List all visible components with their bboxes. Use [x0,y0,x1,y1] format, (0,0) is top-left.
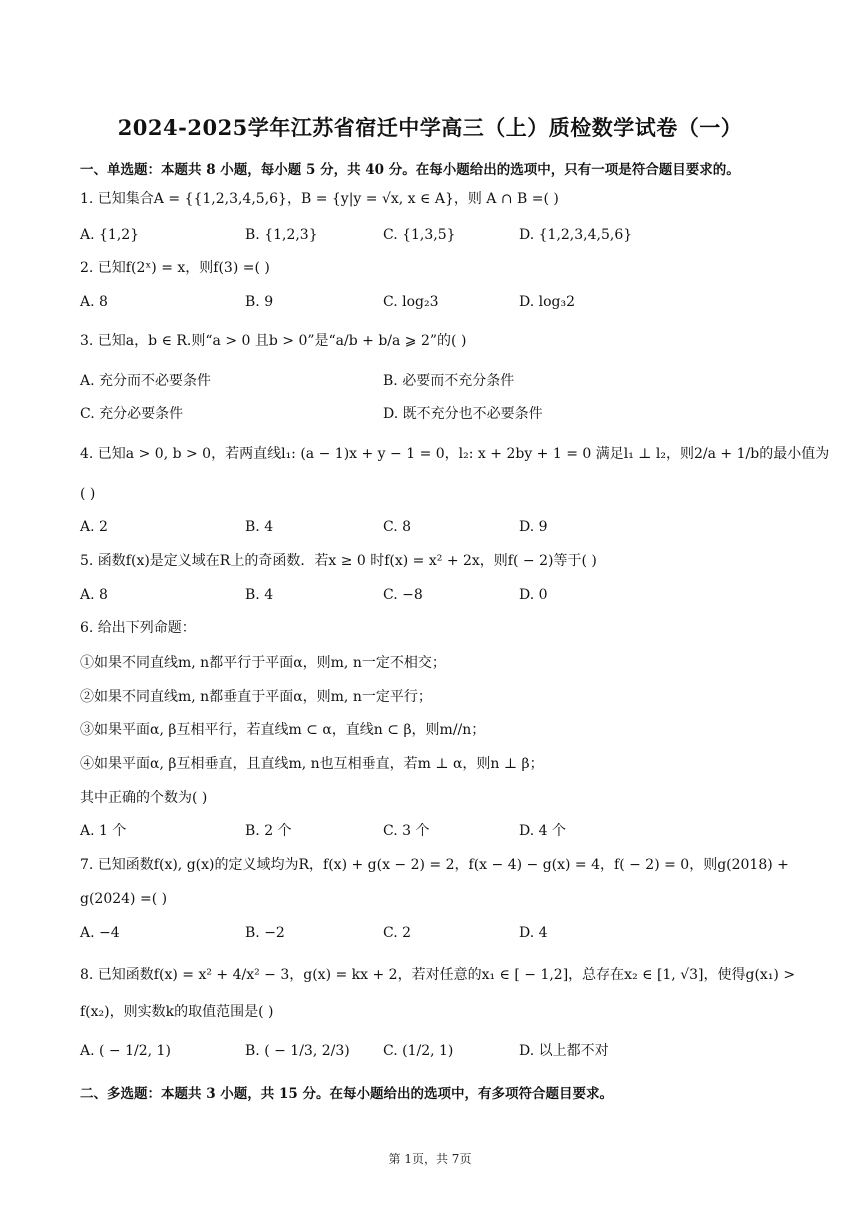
question-6-proposition-4: ④如果平面α, β互相垂直，且直线m, n也互相垂直，若m ⊥ α，则n ⊥ β； [80,756,544,772]
question-5-option-d: D. 0 [519,587,548,603]
question-2-option-c: C. log₂3 [383,294,439,310]
question-3-option-d: D. 既不充分也不必要条件 [383,406,543,422]
question-6-proposition-3: ③如果平面α, β互相平行，若直线m ⊂ α，直线n ⊂ β，则m//n； [80,722,486,738]
question-6-proposition-1: ①如果不同直线m, n都平行于平面α，则m, n一定不相交； [80,655,446,671]
page-footer: 第 1页，共 7页 [388,1152,472,1166]
question-4-option-c: C. 8 [383,519,412,535]
question-3-option-c: C. 充分必要条件 [80,406,184,422]
question-3-option-a: A. 充分而不必要条件 [80,373,212,389]
question-8-option-b: B. ( − 1/3, 2/3) [245,1043,350,1059]
question-1-option-c: C. {1,3,5} [383,227,456,243]
question-2-option-a: A. 8 [80,294,108,310]
question-8-option-a: A. ( − 1/2, 1) [80,1043,171,1059]
question-6-option-c: C. 3 个 [383,823,430,839]
question-8-option-d: D. 以上都不对 [519,1043,609,1059]
question-7-option-a: A. −4 [80,925,120,941]
question-6-prompt: 其中正确的个数为( ) [80,790,208,806]
question-6-stem: 6. 给出下列命题： [80,620,196,636]
question-6-option-d: D. 4 个 [519,823,566,839]
question-6-option-a: A. 1 个 [80,823,127,839]
question-7-stem-continued: g(2024) =( ) [80,891,168,907]
question-1-option-a: A. {1,2} [80,227,140,243]
question-1-option-b: B. {1,2,3} [245,227,318,243]
question-8-option-c: C. (1/2, 1) [383,1043,454,1059]
question-3-option-b: B. 必要而不充分条件 [383,373,515,389]
question-4-stem: 4. 已知a > 0, b > 0，若两直线l₁: (a − 1)x + y − 1 = 0，l₂: x + 2by + 1 = 0 满足l₁ ⊥ l₂，则2/a + 1/b的最小值为 [80,446,830,462]
question-8-stem-continued: f(x₂)，则实数k的取值范围是( ) [80,1004,274,1020]
section-heading-single-choice: 一、单选题：本题共 8 小题，每小题 5 分，共 40 分。在每小题给出的选项中，只有一项是符合题目要求的。 [80,162,740,178]
question-5-option-b: B. 4 [245,587,274,603]
question-2-stem: 2. 已知f(2ˣ) = x，则f(3) =( ) [80,260,270,276]
question-7-option-d: D. 4 [519,925,548,941]
question-4-option-b: B. 4 [245,519,274,535]
section-heading-multiple-choice: 二、多选题：本题共 3 小题，共 15 分。在每小题给出的选项中，有多项符合题目要求。 [80,1086,613,1102]
question-6-proposition-2: ②如果不同直线m, n都垂直于平面α，则m, n一定平行； [80,689,432,705]
page-title: 2024-2025学年江苏省宿迁中学高三（上）质检数学试卷（一） [117,115,743,140]
question-6-option-b: B. 2 个 [245,823,292,839]
question-5-option-c: C. −8 [383,587,423,603]
question-7-option-b: B. −2 [245,925,285,941]
question-7-stem: 7. 已知函数f(x), g(x)的定义域均为R，f(x) + g(x − 2) = 2，f(x − 4) − g(x) = 4，f( − 2) = 0，则g(2018) + [80,857,789,873]
question-4-stem-continued: ( ) [80,486,96,502]
question-5-stem: 5. 函数f(x)是定义域在R上的奇函数．若x ≥ 0 时f(x) = x² + 2x，则f( − 2)等于( ) [80,553,597,569]
question-7-option-c: C. 2 [383,925,412,941]
question-1-option-d: D. {1,2,3,4,5,6} [519,227,633,243]
question-1-stem: 1. 已知集合A = {{1,2,3,4,5,6}，B = {y|y = √x, x ∈ A}，则 A ∩ B =( ) [80,191,559,207]
question-5-option-a: A. 8 [80,587,108,603]
question-2-option-d: D. log₃2 [519,294,576,310]
question-4-option-d: D. 9 [519,519,548,535]
question-3-stem: 3. 已知a，b ∈ R.则“a > 0 且b > 0”是“a/b + b/a ⩾ 2”的( ) [80,333,467,349]
question-8-stem: 8. 已知函数f(x) = x² + 4/x² − 3，g(x) = kx + 2，若对任意的x₁ ∈ [ − 1,2]，总存在x₂ ∈ [1, √3]，使得g(x₁) > [80,967,796,983]
question-2-option-b: B. 9 [245,294,274,310]
question-4-option-a: A. 2 [80,519,108,535]
